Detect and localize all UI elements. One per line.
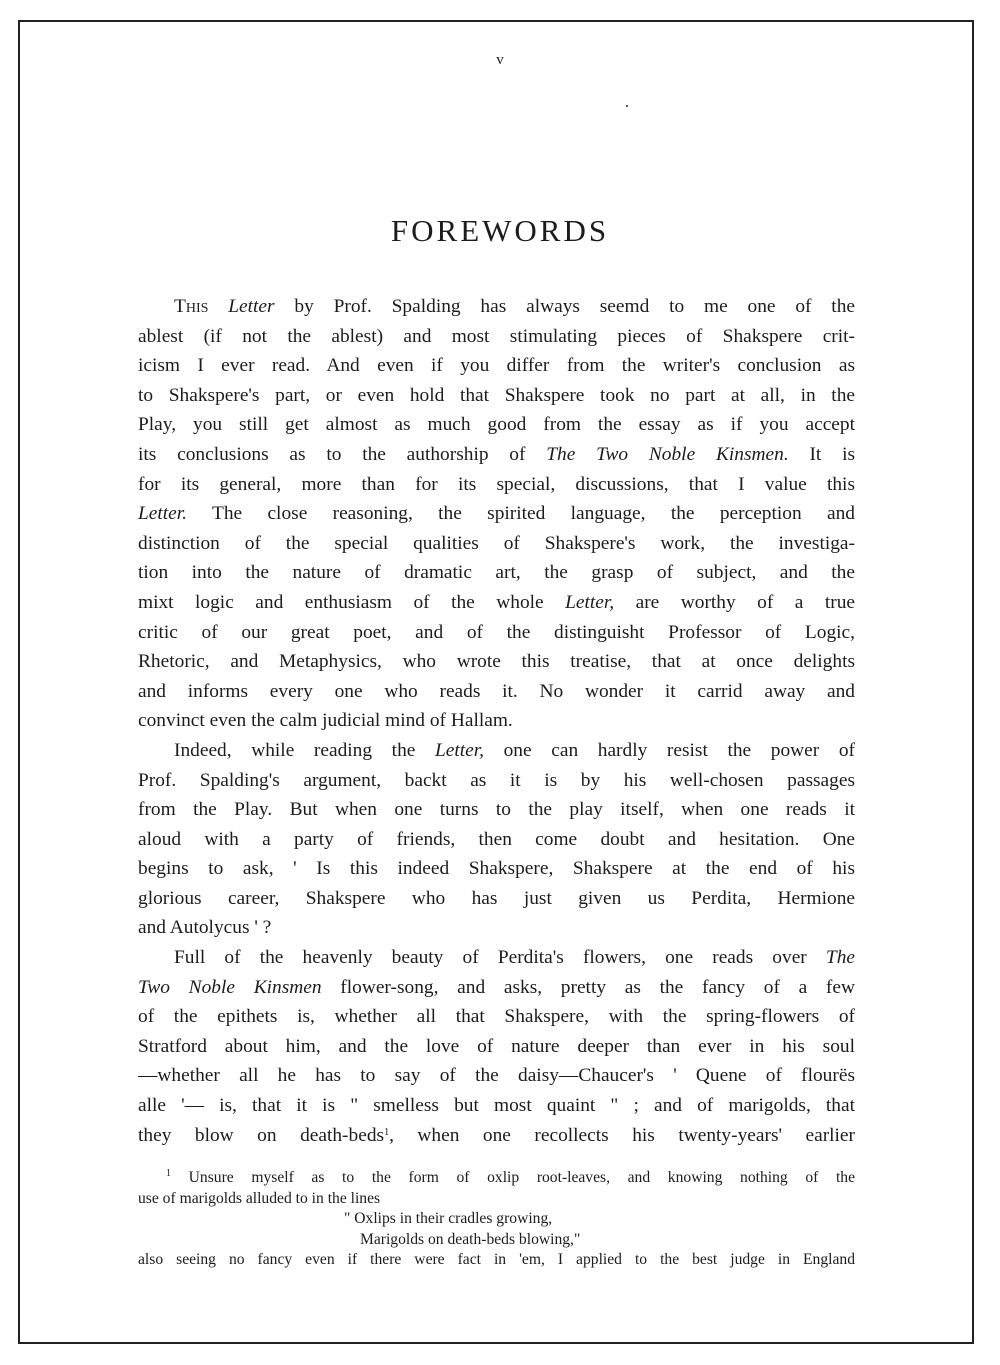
text-line: icism I ever read. And even if you differ from the writer's conclusion as (138, 355, 855, 377)
paragraph (138, 943, 855, 1150)
body-text (138, 292, 855, 1150)
text-run: are worthy of a true (614, 591, 855, 613)
text-line: begins to ask, ' Is this indeed Shakspere, Shakspere at the end of his (138, 858, 855, 880)
text-run: Full of the heavenly beauty of Perdita's flowers, one reads over (174, 947, 826, 969)
text-run: mixt logic and enthusiasm of the whole (138, 591, 566, 613)
text-line: and informs every one who reads it. No wonder it carrid away and (138, 680, 855, 702)
text-line: ablest (if not the ablest) and most stimulating pieces of Shakspere crit- (138, 325, 855, 347)
text-run: , when one recollects his twenty-years' earlier (389, 1124, 855, 1146)
text-line: to Shakspere's part, or even hold that Shakspere took no part at all, in the (138, 384, 855, 406)
paragraph (138, 736, 855, 943)
chapter-title: FOREWORDS (390, 213, 610, 248)
text-line: from the Play. But when one turns to the play itself, when one reads it (138, 799, 855, 821)
footnote (138, 1168, 855, 1271)
text-line: Play, you still get almost as much good from the essay as if you accept (138, 414, 855, 436)
text-line: of the epithets is, whether all that Shakspere, with the spring-flowers of (138, 1006, 855, 1028)
text-run: one can hardly resist the power of (484, 739, 855, 761)
text-line: Stratford about him, and the love of nature deeper than ever in his soul (138, 1035, 855, 1057)
text-line: for its general, more than for its special, discussions, that I value this (138, 473, 855, 495)
text-line: and Autolycus ' ? (138, 917, 272, 939)
italic-text: Letter. (138, 503, 188, 525)
paragraph (138, 292, 855, 736)
text-line (138, 943, 855, 973)
text-run: It is (788, 443, 855, 465)
text-line: alle '— is, that it is " smelless but most quaint " ; and of marigolds, that (138, 1095, 855, 1117)
text-line: convinct even the calm judicial mind of Hallam. (138, 710, 513, 732)
text-line (138, 1121, 855, 1151)
italic-text: Letter (228, 296, 275, 317)
text-line: tion into the nature of dramatic art, the grasp of subject, and the (138, 562, 855, 584)
text-line: distinction of the special qualities of Shakspere's work, the investiga- (138, 532, 855, 554)
text-line: Prof. Spalding's argument, backt as it is by his well-chosen passages (138, 769, 855, 791)
text-run: flower-song, and asks, pretty as the fancy of a few (321, 976, 855, 998)
text-run: its conclusions as to the authorship of (138, 443, 547, 465)
text-line (138, 499, 855, 529)
text-run: they blow on death-beds (138, 1124, 385, 1146)
verse-line: " Oxlips in their cradles growing, (344, 1210, 553, 1227)
text-line (138, 292, 855, 322)
text-line: Rhetoric, and Metaphysics, who wrote this treatise, that at once delights (138, 651, 855, 673)
small-caps-word: This (174, 296, 209, 317)
text-line: aloud with a party of friends, then come doubt and hesitation. One (138, 828, 855, 850)
ink-speck (626, 105, 628, 107)
footnote-marker: 1 (166, 1168, 171, 1179)
text-run: Unsure myself as to the form of oxlip root-leaves, and knowing nothing of the (188, 1169, 855, 1186)
italic-text: The Two Noble Kinsmen. (546, 443, 789, 465)
text-line: critic of our great poet, and of the distinguisht Professor of Logic, (138, 621, 855, 643)
text-line (138, 588, 855, 618)
italic-text: Letter, (434, 739, 484, 761)
italic-text: The (825, 947, 855, 969)
text-line (138, 736, 855, 766)
text-run: Indeed, while reading the (174, 739, 435, 761)
footnote-line: use of marigolds alluded to in the lines (138, 1189, 381, 1207)
text-line (138, 973, 855, 1003)
italic-text: Two Noble Kinsmen (138, 976, 322, 998)
text-run: The close reasoning, the spirited language, the perception and (187, 503, 855, 525)
footnote-line: also seeing no fancy even if there were fact in 'em, I applied to the best judge in England (138, 1251, 855, 1268)
text-run: by Prof. Spalding has always seemd to me one of the (274, 296, 855, 317)
verse-line: Marigolds on death-beds blowing," (360, 1230, 581, 1248)
text-line: —whether all he has to say of the daisy—Chaucer's ' Quene of flourës (138, 1065, 855, 1087)
footnote-line (138, 1168, 855, 1189)
footnote-marker: 1 (384, 1126, 390, 1138)
italic-text: Letter, (565, 591, 615, 613)
text-line (138, 440, 855, 470)
page-number: v (496, 52, 504, 68)
text-line: glorious career, Shakspere who has just given us Perdita, Hermione (138, 887, 855, 909)
